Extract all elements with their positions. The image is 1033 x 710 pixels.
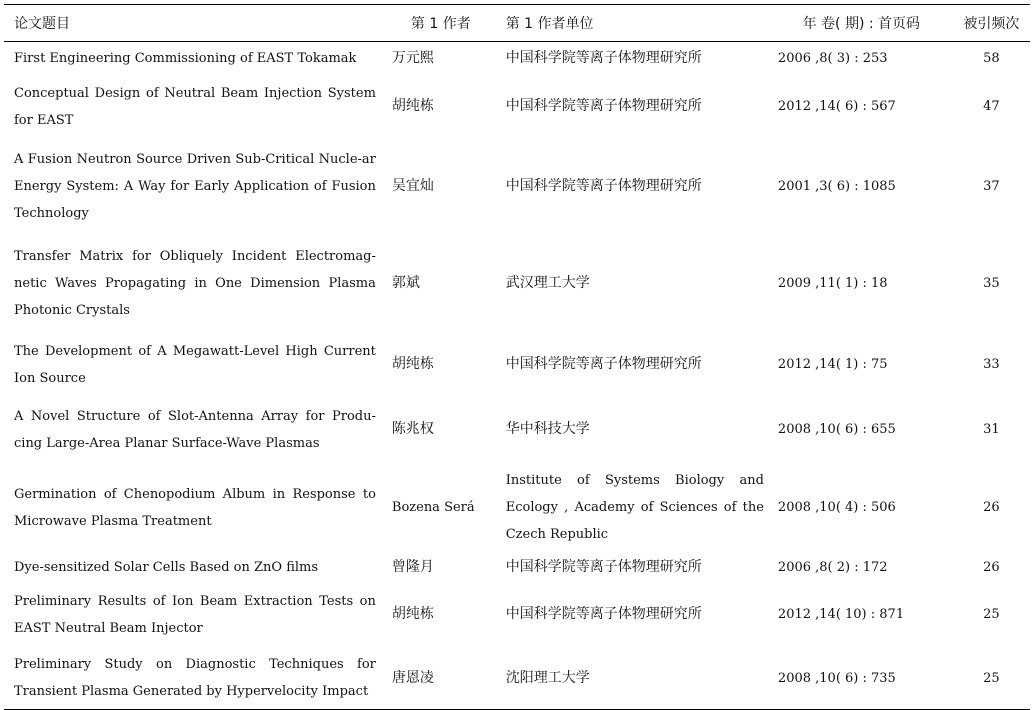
author-affiliation: 中国科学院等离子体物理研究所: [505, 559, 702, 575]
first-author: Bozena Será: [391, 500, 475, 515]
first-author: 胡纯栋: [391, 606, 434, 622]
header-affiliation: 第 1 作者单位: [500, 5, 770, 42]
table-row: [4, 462, 1030, 554]
table-header: [4, 5, 1030, 42]
first-author: 吴宜灿: [391, 178, 434, 194]
table-row: [4, 236, 1030, 332]
paper-title: Transfer Matrix for Obliquely Incident Electromag-netic Waves Propagating in One Dimension Plasma Photonic Crystals: [14, 249, 376, 318]
year-volume-page: 2008 ,10( 4) : 506: [777, 500, 896, 515]
table-row: [4, 582, 1030, 648]
paper-title: Dye-sensitized Solar Cells Based on ZnO films: [14, 560, 319, 575]
author-affiliation: 中国科学院等离子体物理研究所: [505, 178, 702, 194]
citation-count: 25: [983, 607, 1000, 622]
header-author: 第 1 作者: [382, 5, 500, 42]
citation-count: 33: [983, 357, 1000, 372]
first-author: 郭斌: [391, 275, 420, 291]
table-row: [4, 76, 1030, 138]
paper-title: A Novel Structure of Slot-Antenna Array for Produ-cing Large-Area Planar Surface-Wave Plasmas: [14, 408, 376, 451]
first-author: 唐恩凌: [382, 648, 500, 710]
table-row: [4, 332, 1030, 398]
author-affiliation: 中国科学院等离子体物理研究所: [505, 356, 702, 372]
header-row: [4, 5, 1030, 42]
citation-count: 47: [983, 99, 1000, 114]
citation-count: 26: [983, 500, 1000, 515]
paper-title: First Engineering Commissioning of EAST Tokamak: [14, 51, 357, 67]
year-volume-page: 2012 ,14( 6) : 567: [777, 99, 896, 114]
first-author: 万元熙: [391, 50, 434, 67]
header-citation: 年 卷( 期) : 首页码: [770, 5, 953, 42]
citation-count: 31: [983, 422, 1000, 437]
citation-count: 35: [983, 276, 1000, 291]
paper-title: Conceptual Design of Neutral Beam Injection System for EAST: [14, 85, 376, 128]
citation-count: 58: [983, 51, 1000, 67]
author-affiliation: 中国科学院等离子体物理研究所: [505, 98, 702, 114]
year-volume-page: 2008 ,10( 6) : 655: [777, 422, 896, 437]
table-row: [4, 398, 1030, 462]
table-row: [4, 648, 1030, 710]
paper-title: Germination of Chenopodium Album in Response to Microwave Plasma Treatment: [14, 486, 376, 529]
first-author: 胡纯栋: [391, 98, 434, 114]
table-row: [4, 42, 1030, 76]
paper-title: Preliminary Results of Ion Beam Extraction Tests on EAST Neutral Beam Injector: [14, 593, 376, 636]
first-author: 曾隆月: [391, 559, 434, 575]
year-volume-page: 2006 ,8( 3) : 253: [777, 51, 888, 67]
paper-title: The Development of A Megawatt-Level High Current Ion Source: [14, 343, 376, 386]
first-author: 胡纯栋: [391, 356, 434, 372]
citation-count: 26: [983, 560, 1000, 575]
year-volume-page: 2012 ,14( 1) : 75: [777, 357, 888, 372]
first-author: 陈兆权: [391, 421, 434, 437]
author-affiliation: 武汉理工大学: [505, 275, 590, 291]
author-affiliation: 中国科学院等离子体物理研究所: [505, 606, 702, 622]
year-volume-page: 2012 ,14( 10) : 871: [777, 607, 905, 622]
citation-count: 37: [983, 179, 1000, 194]
year-volume-page: 2001 ,3( 6) : 1085: [777, 179, 896, 194]
paper-title: Preliminary Study on Diagnostic Techniques for Transient Plasma Generated by Hypervelocity Impact: [4, 648, 382, 710]
paper-title: A Fusion Neutron Source Driven Sub-Critical Nucle-ar Energy System: A Way for Early Application of Fusion Technology: [14, 152, 376, 221]
year-volume-page: 2009 ,11( 1) : 18: [777, 276, 888, 291]
header-count: 被引频次: [953, 5, 1030, 42]
citation-count: 25: [953, 648, 1030, 710]
year-volume-page: 2006 ,8( 2) : 172: [777, 560, 888, 575]
year-volume-page: 2008 ,10( 6) : 735: [770, 648, 953, 710]
table-body: [4, 42, 1030, 710]
table-row: [4, 138, 1030, 236]
header-title: 论文题目: [4, 5, 382, 42]
author-affiliation: 华中科技大学: [505, 421, 590, 437]
author-affiliation: Institute of Systems Biology and Ecology , Academy of Sciences of the Czech Republic: [505, 473, 764, 542]
table-row: [4, 554, 1030, 582]
citation-table: [4, 4, 1030, 710]
author-affiliation: 中国科学院等离子体物理研究所: [505, 50, 702, 67]
author-affiliation: 沈阳理工大学: [500, 648, 770, 710]
